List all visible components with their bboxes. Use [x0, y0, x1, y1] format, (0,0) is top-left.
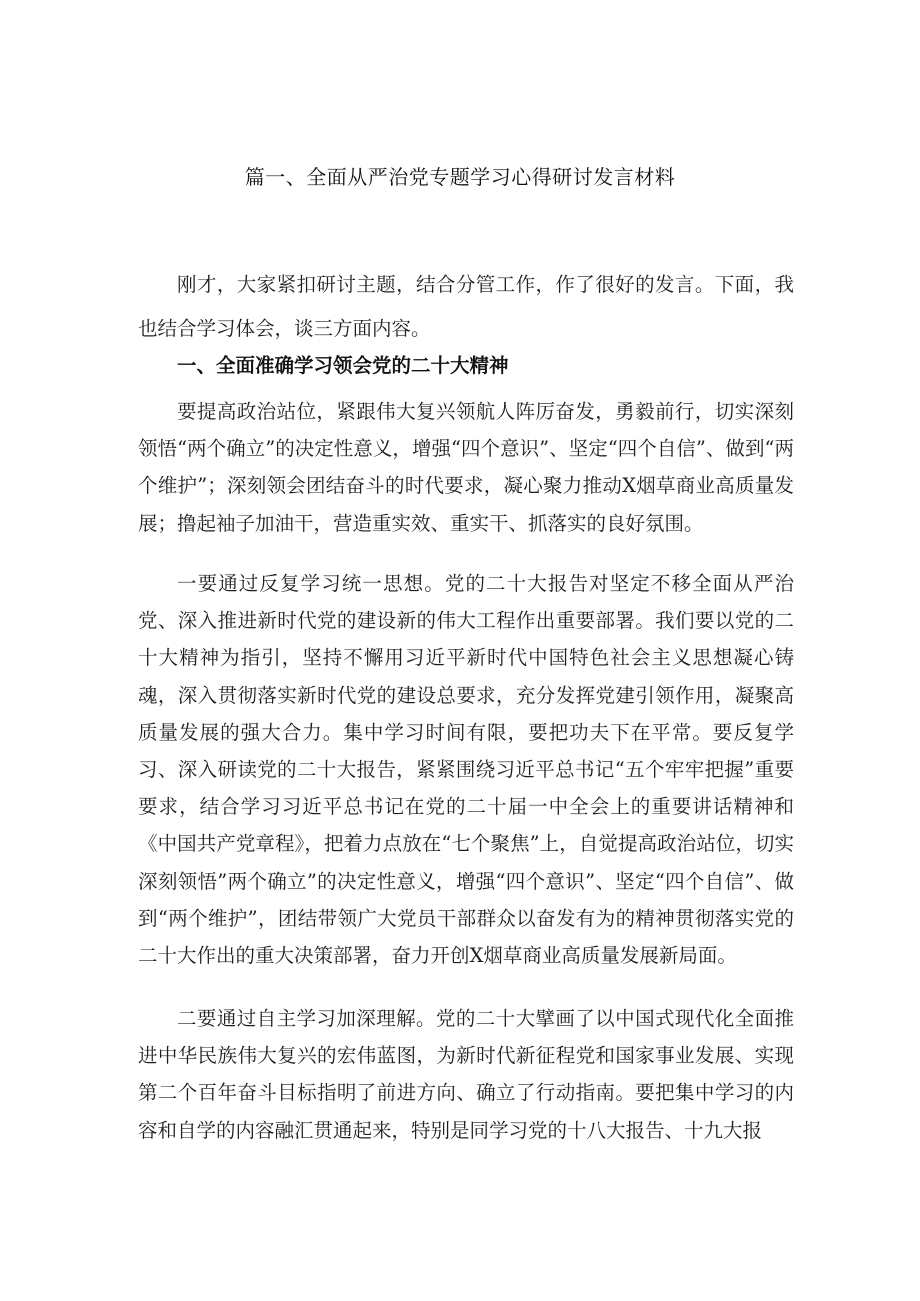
body-paragraph: 一要通过反复学习统一思想。党的二十大报告对坚定不移全面从严治党、深入推进新时代党的建设新的伟大工程作出重要部署。我们要以党的二十大精神为指引，坚持不懈用习近平新时代中国特色社会主义思想凝心铸魂，深入贯彻落实新时代党的建设总要求，充分发挥党建引领作用，凝聚高质量发展的强大合力。集中学习时间有限，要把功夫下在平常。要反复学习、深入研读党的二十大报告，紧紧围绕习近平总书记“五个牢牢把握”重要要求，结合学习习近平总书记在党的二十届一中全会上的重要讲话精神和《中国共产党章程》，把着力点放在“七个聚焦”上，自觉提高政治站位，切实深刻领悟”两个确立”的决定性意义，增强“四个意识”、坚定“四个自信”、做到“两个维护”，团结带领广大党员干部群众以奋发有为的精神贯彻落实党的二十大作出的重大决策部署，奋力开创X烟草商业高质量发展新局面。	[138, 572, 794, 968]
document-title: 篇一、全面从严治党专题学习心得研讨发言材料	[244, 165, 676, 189]
body-paragraph: 要提高政治站位，紧跟伟大复兴领航人阵厉奋发，勇毅前行，切实深刻领悟“两个确立”的决定性意义，增强“四个意识”、坚定“四个自信”、做到“两个维护”；深刻领会团结奋斗的时代要求，凝心聚力推动X烟草商业高质量发展；撸起袖子加油干，营造重实效、重实干、抓落实的良好氛围。	[138, 400, 794, 535]
body-paragraph: 二要通过自主学习加深理解。党的二十大擘画了以中国式现代化全面推进中华民族伟大复兴的宏伟蓝图，为新时代新征程党和国家事业发展、实现第二个百年奋斗目标指明了前进方向、确立了行动指南。要把集中学习的内容和自学的内容融汇贯通起来，特别是同学习党的十八大报告、十九大报	[138, 1007, 794, 1142]
intro-paragraph: 刚才，大家紧扣研讨主题，结合分管工作，作了很好的发言。下面，我也结合学习体会，谈三方面内容。	[138, 273, 794, 340]
section-heading: 一、全面准确学习领会党的二十大精神	[177, 354, 509, 377]
